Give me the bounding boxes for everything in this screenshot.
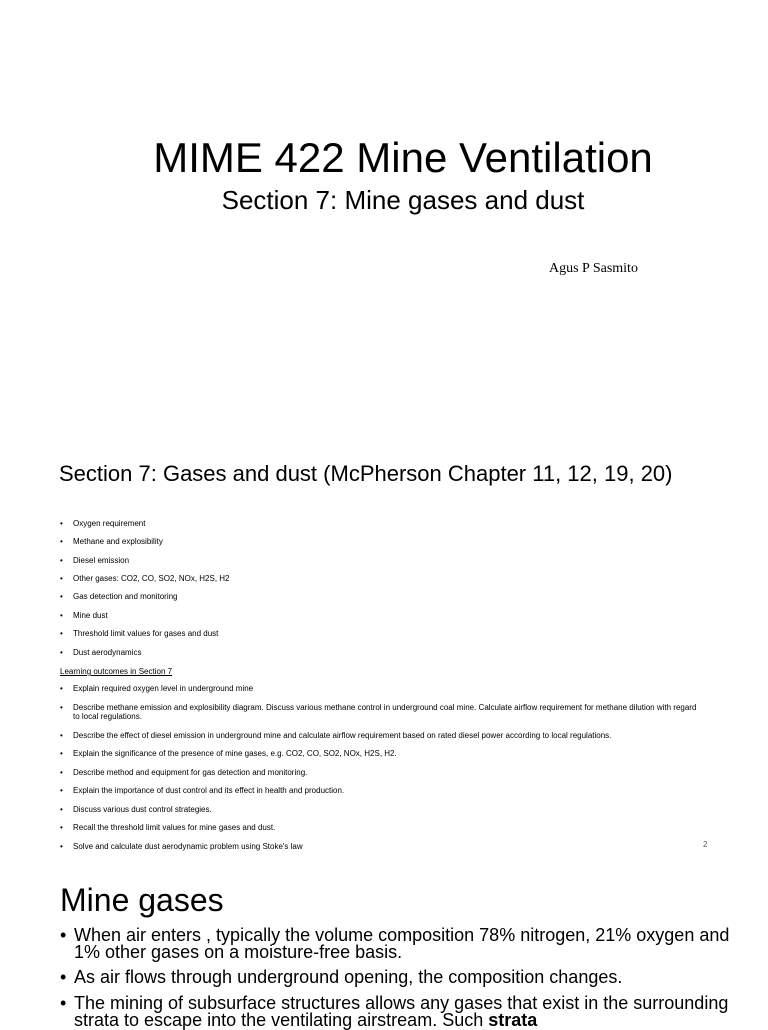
topic-text: Other gases: CO2, CO, SO2, NOx, H2S, H2 bbox=[73, 574, 230, 583]
slide-title: MIME 422 Mine Ventilation bbox=[153, 134, 653, 181]
bullet-icon: • bbox=[60, 805, 63, 814]
topic-text: Dust aerodynamics bbox=[73, 648, 142, 657]
bullet-icon: • bbox=[60, 592, 63, 601]
bullet-icon: • bbox=[60, 786, 63, 795]
bullet-text: When air enters , typically the volume composition 78% nitrogen, 21% oxygen and 1% other gases on a moisture-free basis. bbox=[74, 925, 730, 962]
bullet-icon: • bbox=[60, 823, 63, 832]
bullet-text-bold: strata bbox=[488, 1010, 538, 1030]
topic-text: Threshold limit values for gases and dust bbox=[73, 629, 219, 638]
outcome-text: Discuss various dust control strategies. bbox=[73, 805, 212, 814]
bullet-icon: • bbox=[60, 574, 63, 583]
bullet-icon: • bbox=[60, 556, 63, 565]
page-number: 2 bbox=[703, 840, 708, 849]
bullet-text-regular: The mining of subsurface structures allows any gases that exist in the surrounding strata to escape into the ventilating airstream. Such bbox=[74, 993, 729, 1030]
outcome-text: Describe method and equipment for gas detection and monitoring. bbox=[73, 768, 308, 777]
outcome-text: Describe the effect of diesel emission in underground mine and calculate airflow requirement based on rated diesel power according to local regulations. bbox=[73, 731, 612, 740]
bullet-icon: • bbox=[60, 967, 67, 987]
bullet-icon: • bbox=[60, 925, 67, 945]
author-name: Agus P Sasmito bbox=[549, 261, 638, 276]
outcome-text: Recall the threshold limit values for mine gases and dust. bbox=[73, 823, 276, 832]
bullet-icon: • bbox=[60, 519, 63, 528]
bullet-icon: • bbox=[60, 648, 63, 657]
bullet-icon: • bbox=[60, 731, 63, 740]
learning-outcomes-heading: Learning outcomes in Section 7 bbox=[60, 667, 173, 676]
outcome-text: Describe methane emission and explosibility diagram. Discuss various methane control in underground coal mine. Calculate airflow requirement for methane dilution with regard to local regulations. bbox=[73, 703, 697, 721]
topic-text: Diesel emission bbox=[73, 556, 130, 565]
bullet-icon: • bbox=[60, 749, 63, 758]
outcome-text: Solve and calculate dust aerodynamic problem using Stoke's law bbox=[73, 842, 303, 851]
topic-text: Gas detection and monitoring bbox=[73, 592, 178, 601]
outcome-text: Explain the importance of dust control and its effect in health and production. bbox=[73, 786, 345, 795]
mine-gases-title: Mine gases bbox=[60, 882, 224, 918]
bullet-icon: • bbox=[60, 537, 63, 546]
bullet-icon: • bbox=[60, 629, 63, 638]
topic-text: Oxygen requirement bbox=[73, 519, 146, 528]
bullet-icon: • bbox=[60, 703, 63, 712]
bullet-icon: • bbox=[60, 993, 67, 1013]
bullet-text: As air flows through underground opening, the composition changes. bbox=[74, 967, 623, 987]
bullet-icon: • bbox=[60, 842, 63, 851]
bullet-icon: • bbox=[60, 611, 63, 620]
topic-text: Methane and explosibility bbox=[73, 537, 163, 546]
bullet-icon: • bbox=[60, 684, 63, 693]
slide-subtitle: Section 7: Mine gases and dust bbox=[221, 185, 585, 215]
section-outline-title: Section 7: Gases and dust (McPherson Chapter 11, 12, 19, 20) bbox=[59, 461, 673, 486]
topic-text: Mine dust bbox=[73, 611, 108, 620]
outcome-text: Explain the significance of the presence of mine gases, e.g. CO2, CO, SO2, NOx, H2S, H2. bbox=[73, 749, 397, 758]
outcome-text: Explain required oxygen level in underground mine bbox=[73, 684, 254, 693]
bullet-icon: • bbox=[60, 768, 63, 777]
